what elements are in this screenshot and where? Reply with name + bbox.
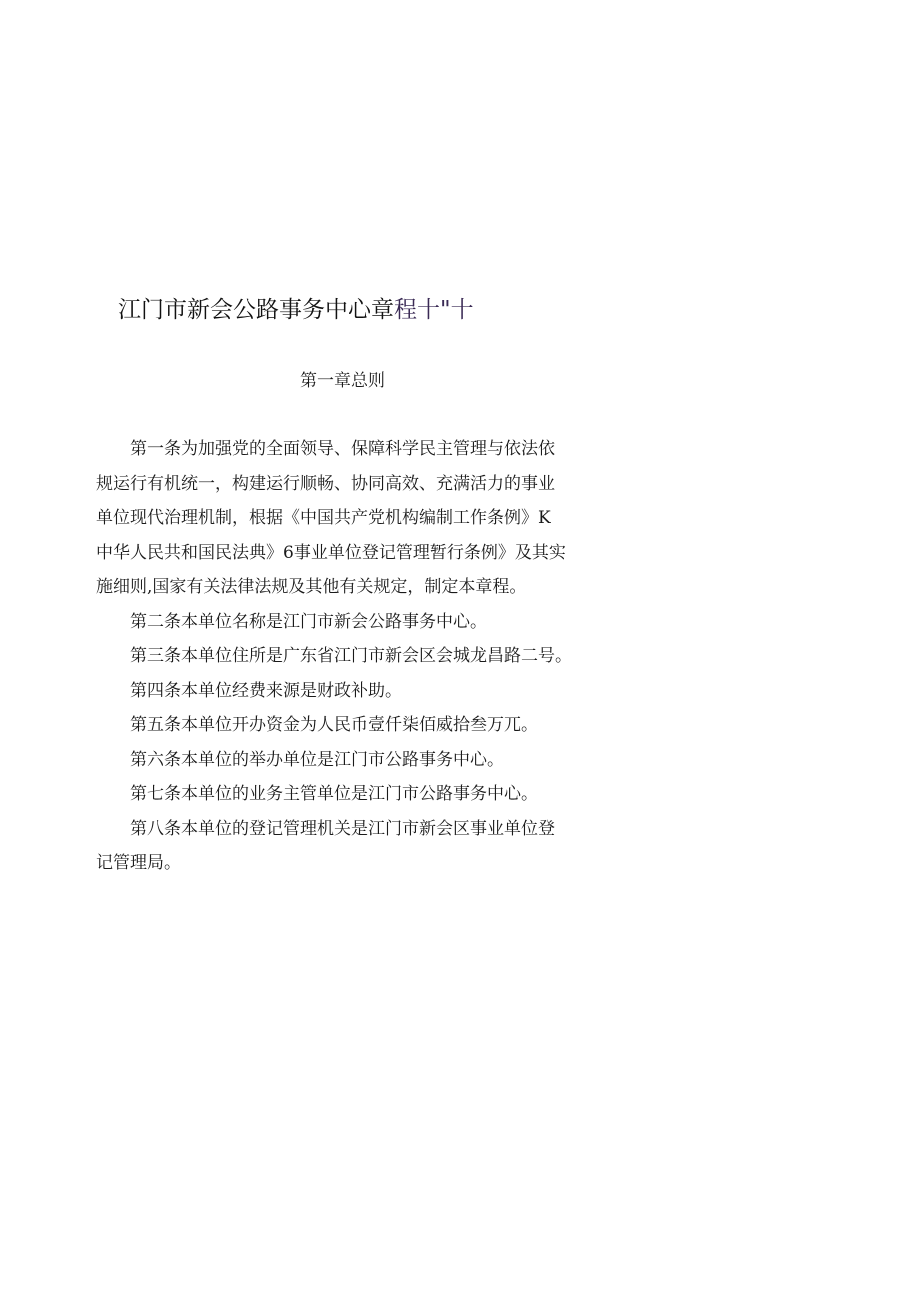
article-line: 第八条本单位的登记管理机关是江门市新会区事业单位登 <box>130 818 555 839</box>
article-5 <box>96 708 616 743</box>
document-title <box>118 292 474 328</box>
article-list <box>96 432 616 881</box>
article-1 <box>96 432 616 605</box>
document-title-main: 江门市新会公路事务中心章 <box>118 297 394 323</box>
article-line: 施细则,国家有关法律法规及其他有关规定，制定本章程。 <box>96 577 527 597</box>
article-3 <box>96 639 616 674</box>
article-2 <box>96 605 616 640</box>
article-line: 记管理局。 <box>96 853 181 873</box>
article-line: 单位现代治理机制，根据《中国共产党机构编制工作条例》K <box>96 508 551 528</box>
article-line: 第六条本单位的举办单位是江门市公路事务中心。 <box>130 749 504 770</box>
document-title-suffix: 程十"十 <box>394 297 474 323</box>
article-line: 第五条本单位开办资金为人民币壹仟柒佰威拾叁万兀。 <box>130 715 538 735</box>
article-line: 中华人民共和国民法典》6事业单位登记管理暂行条例》及其实 <box>96 542 566 563</box>
article-line: 第四条本单位经费来源是财政补助。 <box>130 680 402 701</box>
article-line: 规运行有机统一，构建运行顺畅、协同高效、充满活力的事业 <box>96 473 555 494</box>
article-6 <box>96 743 616 778</box>
article-4 <box>96 674 616 709</box>
article-7 <box>96 777 616 812</box>
chapter-heading: 第一章总则 <box>300 371 385 391</box>
article-line: 第三条本单位住所是广东省江门市新会区会城龙昌路二号。 <box>130 646 572 666</box>
article-8 <box>96 812 616 881</box>
article-line: 第二条本单位名称是江门市新会公路事务中心。 <box>130 611 487 632</box>
article-line: 第一条为加强党的全面领导、保障科学民主管理与依法依 <box>130 439 555 459</box>
article-line: 第七条本单位的业务主管单位是江门市公路事务中心。 <box>130 784 538 804</box>
